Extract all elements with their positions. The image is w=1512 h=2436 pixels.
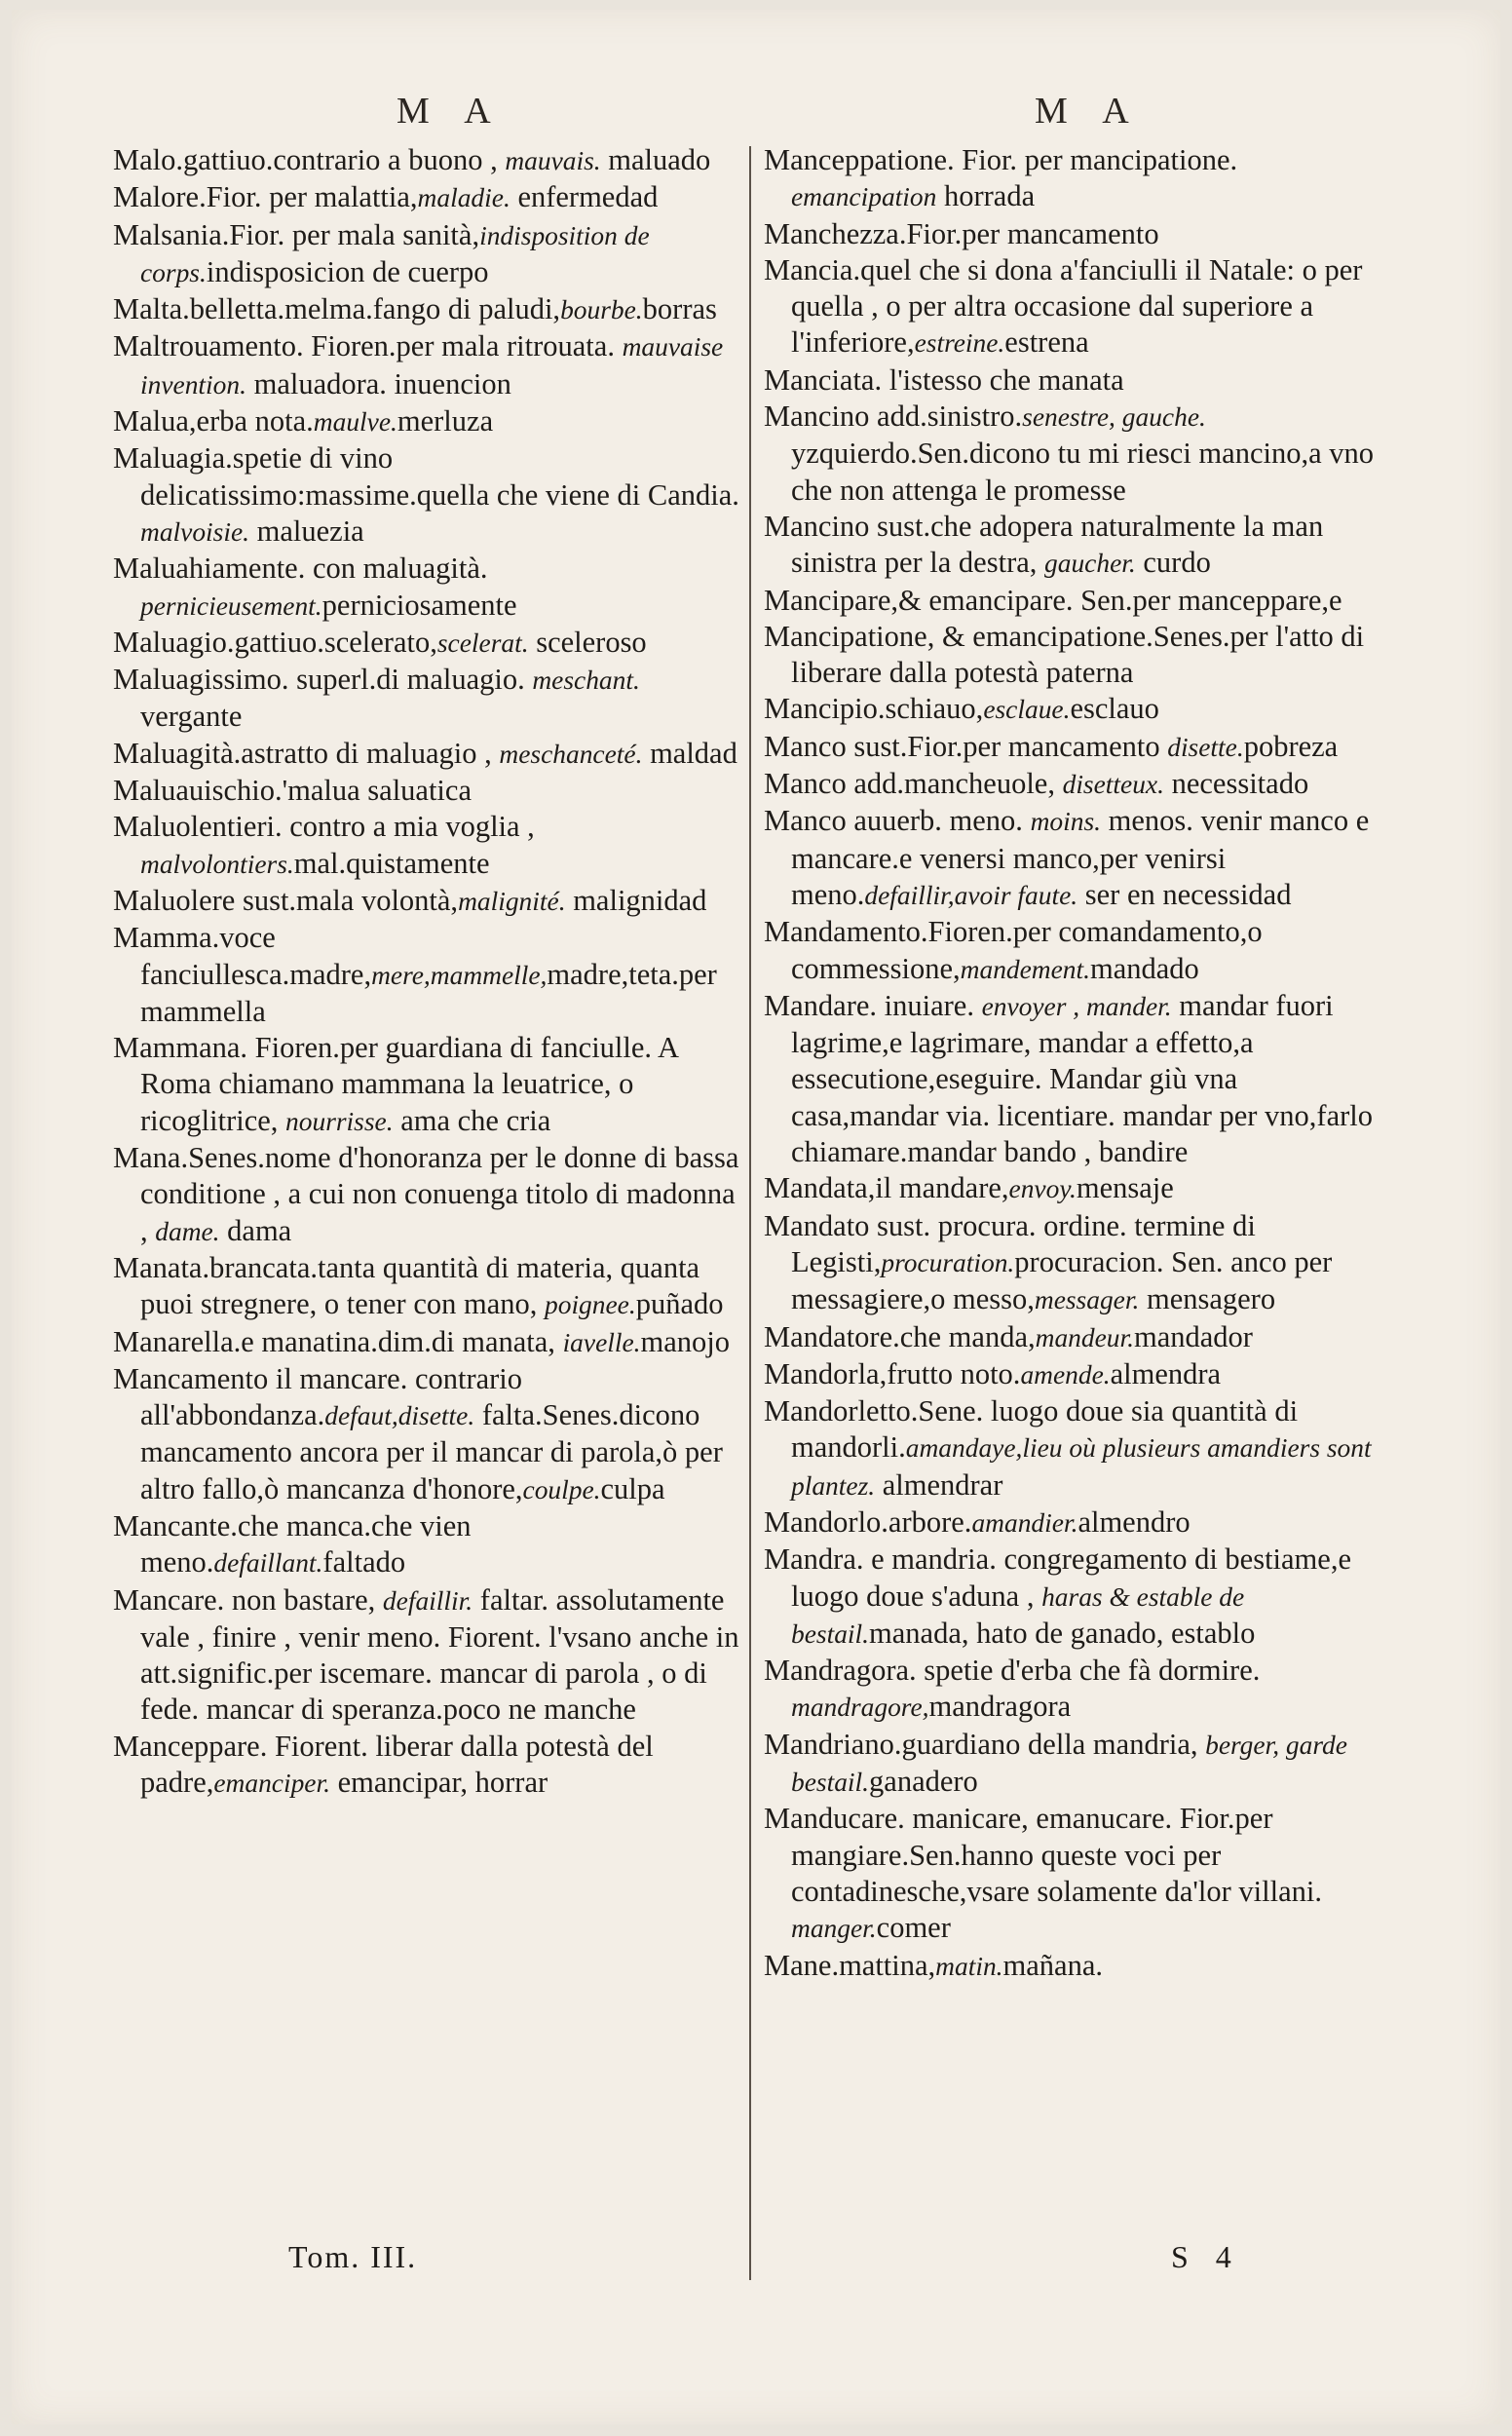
entry-text: almendrar (875, 1467, 1003, 1502)
entry-text: necessitado (1163, 767, 1309, 801)
dictionary-entry (764, 803, 1389, 914)
dictionary-entry (113, 1508, 742, 1582)
french-gloss: amende. (1020, 1359, 1111, 1389)
french-gloss: procuration. (881, 1247, 1015, 1277)
dictionary-entry (764, 362, 1389, 399)
entry-text: merluza (397, 404, 494, 438)
dictionary-entry (764, 583, 1389, 619)
entry-text: borras (642, 292, 717, 326)
entry-text: Maluolentieri. contro a mia voglia , (113, 810, 535, 844)
french-gloss: iavelle. (562, 1327, 641, 1357)
dictionary-entry (113, 1361, 742, 1508)
entry-text: mensaje (1076, 1171, 1174, 1205)
dictionary-entry (113, 1582, 742, 1729)
entry-text: yzquierdo.Sen.dicono tu mi riesci mancino,a vno che non attenga le promesse (791, 437, 1374, 507)
entry-text: maluadora. inuencion (246, 366, 511, 400)
dictionary-entry (113, 440, 742, 551)
entry-text: Mane.mattina, (764, 1948, 936, 1982)
entry-text: Manco auuerb. meno. (764, 804, 1031, 838)
entry-text: mañana. (1002, 1948, 1103, 1982)
entry-text: Maluagità.astratto di maluagio , (113, 736, 500, 770)
entry-text: menos. venir manco e mancare.e venersi manco,per venirsi meno. (791, 804, 1370, 911)
french-gloss: emancipation (791, 182, 937, 212)
french-gloss: estreine. (914, 328, 1005, 359)
dictionary-entry (113, 551, 742, 625)
entry-text: Manco sust.Fior.per mancamento (764, 729, 1168, 763)
french-gloss: envoyer , mander. (981, 991, 1172, 1021)
entry-text: emancipar, horrar (329, 1766, 548, 1800)
dictionary-page (12, 10, 1500, 2424)
dictionary-entry (764, 1653, 1389, 1727)
entry-text: horrada (936, 179, 1036, 213)
entry-text: Malta.belletta.melma.fango di paludi, (113, 292, 561, 326)
dictionary-entry (113, 920, 742, 1030)
french-gloss: berger, garde bestail. (791, 1730, 1347, 1798)
entry-text: Mandato sust. procura. ordine. termine di Legisti, (764, 1208, 1256, 1278)
dictionary-entry (764, 1170, 1389, 1207)
entry-text: Mancino sust.che adopera naturalmente la man sinistra per la destra, (764, 509, 1324, 580)
entry-text: Manceppare. Fiorent. liberar dalla potestà del padre, (113, 1729, 654, 1800)
dictionary-entry (113, 1324, 742, 1361)
entry-text: Mandorletto.Sene. luogo doue sia quantità di mandorli. (764, 1394, 1299, 1465)
running-head-right: M A (1035, 91, 1143, 132)
french-gloss: disette. (1167, 732, 1244, 762)
entry-text: Mandatore.che manda, (764, 1319, 1036, 1353)
french-gloss: defaillir,avoir faute. (864, 880, 1078, 910)
french-gloss: malvolontiers. (140, 849, 294, 879)
entry-text: mandar fuori lagrime,e lagrimare, mandar a effetto,a essecutione,eseguire. Mandar giù vna casa,mandar via. licentiare. mandar per vno,farlo chiamare.mandar bando , bandire (791, 988, 1373, 1169)
entry-text: Mandare. inuiare. (764, 988, 982, 1022)
french-gloss: mauvais. (505, 146, 601, 175)
dictionary-entry (113, 1140, 742, 1250)
entry-text: sceleroso (528, 625, 647, 659)
entry-text: Mandra. e mandria. congregamento di bestiame,e luogo doue s'aduna , (764, 1542, 1351, 1613)
dictionary-entry (113, 883, 742, 920)
entry-text: ganadero (869, 1765, 978, 1799)
entry-text: faltado (322, 1545, 406, 1580)
dictionary-entry (113, 142, 742, 179)
dictionary-entry (113, 328, 742, 403)
entry-text: Mandragora. spetie d'erba che fà dormire. (764, 1654, 1261, 1688)
entry-text: Mandorla,frutto noto. (764, 1356, 1021, 1390)
entry-text: Manata.brancata.tanta quantità di materia, quanta puoi stregnere, o tener con mano, (113, 1250, 700, 1321)
entry-text: ama che cria (393, 1103, 551, 1137)
dictionary-entry (113, 736, 742, 773)
french-gloss: defaillir. (382, 1585, 473, 1616)
entry-text: comer (876, 1911, 951, 1945)
entry-text: mensagero (1139, 1282, 1276, 1316)
dictionary-entry (764, 216, 1389, 252)
french-gloss: dame. (155, 1216, 220, 1246)
dictionary-entry (764, 1319, 1389, 1356)
entry-text: mal.quistamente (293, 846, 490, 880)
entry-text: dama (219, 1213, 292, 1247)
french-gloss: malignité. (458, 886, 566, 916)
entry-text: Maluagio.gattiuo.scelerato, (113, 625, 437, 659)
entry-text: malignidad (565, 883, 707, 917)
french-gloss: disetteux. (1062, 770, 1164, 800)
entry-text: Mancipio.schiauo, (764, 692, 984, 726)
entry-text: Maluahiamente. con maluagità. (113, 552, 488, 586)
dictionary-entry (764, 252, 1389, 362)
dictionary-entry (764, 729, 1389, 766)
dictionary-entry (764, 1504, 1389, 1542)
dictionary-entry (113, 773, 742, 809)
french-gloss: senestre, gauche. (1022, 402, 1206, 433)
dictionary-entry (764, 399, 1389, 509)
dictionary-entry (113, 809, 742, 883)
entry-text: Mandorlo.arbore. (764, 1504, 972, 1539)
entry-text: esclauo (1070, 692, 1159, 726)
entry-text: procuracion. Sen. anco per messagiere,o messo, (791, 1244, 1333, 1316)
french-gloss: meschanceté. (499, 739, 643, 769)
entry-text: mandragora (928, 1690, 1072, 1724)
entry-text: pobreza (1243, 729, 1339, 763)
french-gloss: gaucher. (1044, 549, 1136, 579)
entry-text: enfermedad (510, 180, 659, 214)
dictionary-entry (764, 619, 1389, 692)
page-signature: S 4 (1171, 2239, 1241, 2274)
french-gloss: defaillant. (213, 1548, 323, 1579)
entry-text: Manducare. manicare, emanucare. Fior.per mangiare.Sen.hanno queste voci per contadinesche,vsare solamente da'lor villani. (764, 1802, 1322, 1908)
entry-text: Maluauischio.'malua saluatica (113, 774, 472, 808)
entry-text: ser en necessidad (1077, 877, 1292, 911)
entry-text: mandador (1134, 1319, 1253, 1353)
entry-text: madre,teta.per mammella (140, 957, 717, 1028)
french-gloss: messager. (1034, 1285, 1140, 1315)
dictionary-entry (764, 509, 1389, 583)
entry-text: puñado (635, 1287, 724, 1321)
entry-text: Mancino add.sinistro. (764, 400, 1023, 434)
dictionary-entry (113, 217, 742, 292)
entry-text: almendra (1110, 1356, 1222, 1390)
entry-text: Mancia.quel che si dona a'fanciulli il Natale: o per quella , o per altra occasione dal superiore a l'inferiore, (764, 252, 1363, 360)
entry-text: Malsania.Fior. per mala sanità, (113, 217, 480, 251)
entry-text: maluezia (249, 514, 364, 548)
french-gloss: mandement. (960, 954, 1090, 984)
french-gloss: poignee. (545, 1290, 636, 1320)
french-gloss: pernicieusement. (140, 590, 322, 621)
dictionary-entry (764, 1542, 1389, 1653)
dictionary-entry (764, 1393, 1389, 1504)
dictionary-entry (764, 691, 1389, 728)
dictionary-entry (113, 1250, 742, 1324)
dictionary-entry (113, 1729, 742, 1803)
french-gloss: malvoisie. (140, 516, 250, 547)
volume-signature: Tom. III. (288, 2239, 418, 2274)
running-head-left: M A (397, 91, 505, 132)
entry-text: Mandamento.Fioren.per comandamento,o commessione, (764, 915, 1263, 985)
french-gloss: amandaye,lieu où plusieurs amandiers sont plantez. (791, 1433, 1372, 1501)
column-divider (749, 146, 751, 2280)
entry-text: Mancamento il mancare. contrario all'abbondanza. (113, 1361, 523, 1432)
dictionary-entry (764, 1727, 1389, 1802)
french-gloss: coulpe. (522, 1474, 601, 1504)
entry-text: Mancipatione, & emancipatione.Senes.per l'atto di liberare dalla potestà paterna (764, 619, 1365, 690)
french-gloss: mauvaise invention. (140, 332, 724, 400)
dictionary-entry (764, 1356, 1389, 1393)
dictionary-entry (113, 662, 742, 736)
dictionary-entry (113, 291, 742, 328)
entry-text: falta.Senes.dicono mancamento ancora per il mancar di parola,ò per altro fallo,ò mancanza d'honore, (140, 1398, 723, 1505)
right-column (764, 142, 1389, 1985)
french-gloss: mere,mammelle, (371, 960, 548, 990)
dictionary-entry (113, 1030, 742, 1140)
dictionary-entry (764, 1208, 1389, 1319)
entry-text: Maluagissimo. superl.di maluagio. (113, 663, 533, 697)
entry-text: mandado (1090, 951, 1199, 985)
entry-text: curdo (1135, 546, 1211, 580)
entry-text: manada, hato de ganado, establo (869, 1616, 1256, 1650)
entry-text: maluado (600, 143, 711, 176)
entry-text: manojo (640, 1324, 731, 1358)
french-gloss: defaut,disette. (324, 1401, 475, 1431)
entry-text: Malo.gattiuo.contrario a buono , (113, 143, 506, 176)
french-gloss: mandeur. (1035, 1322, 1134, 1352)
french-gloss: envoy. (1008, 1174, 1077, 1204)
entry-text: Manchezza.Fior.per mancamento (764, 216, 1159, 250)
entry-text: Mammana. Fioren.per guardiana di fanciulle. A Roma chiamano mammana la leuatrice, o ricoglitrice, (113, 1031, 678, 1137)
entry-text: Mandriano.guardiano della mandria, (764, 1727, 1206, 1761)
french-gloss: amandier. (971, 1507, 1078, 1538)
french-gloss: manger. (791, 1914, 877, 1944)
dictionary-entry (764, 142, 1389, 216)
entry-text: Malua,erba nota. (113, 404, 314, 438)
entry-text: Mandata,il mandare, (764, 1171, 1009, 1205)
entry-text: Mancante.che manca.che vien meno. (113, 1508, 472, 1580)
entry-text: Mancare. non bastare, (113, 1582, 383, 1617)
entry-text: Mana.Senes.nome d'honoranza per le donne di bassa conditione , a cui non conuenga titolo di madonna , (113, 1141, 739, 1247)
entry-text: Maluolere sust.mala volontà, (113, 883, 459, 917)
entry-text: indisposicion de cuerpo (206, 254, 489, 288)
left-column (113, 142, 742, 1802)
entry-text: Mancipare,& emancipare. Sen.per manceppare,e (764, 583, 1342, 617)
french-gloss: indisposition de corps. (140, 220, 650, 287)
entry-text: Manarella.e manatina.dim.di manata, (113, 1324, 563, 1358)
entry-text: estrena (1004, 325, 1089, 360)
entry-text: Manceppatione. Fior. per mancipatione. (764, 143, 1238, 176)
dictionary-entry (764, 1948, 1389, 1985)
french-gloss: meschant. (532, 666, 640, 696)
entry-text: maldad (642, 736, 737, 770)
dictionary-entry (113, 179, 742, 216)
french-gloss: moins. (1030, 807, 1101, 837)
dictionary-entry (764, 1801, 1389, 1947)
french-gloss: maulve. (313, 407, 397, 438)
entry-text: Malore.Fior. per malattia, (113, 180, 418, 214)
entry-text: faltar. assolutamente vale , finire , venir meno. Fiorent. l'vsano anche in att.signific.per iscemare. mancar di parola , o di fede. mancar di speranza.poco ne manche (140, 1582, 739, 1727)
french-gloss: haras & estable de bestail. (791, 1581, 1245, 1649)
french-gloss: matin. (935, 1951, 1003, 1981)
entry-text: Mamma.voce fanciullesca.madre, (113, 921, 372, 991)
french-gloss: esclaue. (983, 695, 1071, 725)
french-gloss: emanciper. (213, 1769, 330, 1799)
dictionary-entry (764, 988, 1389, 1170)
entry-text: Maltrouamento. Fioren.per mala ritrouata. (113, 329, 623, 363)
dictionary-entry (764, 914, 1389, 988)
entry-text: vergante (140, 700, 243, 734)
dictionary-entry (113, 625, 742, 662)
entry-text: Manciata. l'istesso che manata (764, 362, 1124, 397)
dictionary-entry (764, 766, 1389, 803)
dictionary-entry (113, 403, 742, 440)
french-gloss: nourrisse. (285, 1106, 394, 1136)
entry-text: Manco add.mancheuole, (764, 767, 1063, 801)
entry-text: perniciosamente (321, 588, 517, 622)
entry-text: Maluagia.spetie di vino delicatissimo:massime.quella che viene di Candia. (113, 441, 739, 512)
french-gloss: scelerat. (436, 628, 529, 658)
french-gloss: maladie. (417, 183, 510, 213)
french-gloss: bourbe. (560, 295, 643, 325)
french-gloss: mandragore, (791, 1693, 929, 1723)
entry-text: culpa (600, 1471, 665, 1505)
entry-text: almendro (1077, 1504, 1191, 1539)
